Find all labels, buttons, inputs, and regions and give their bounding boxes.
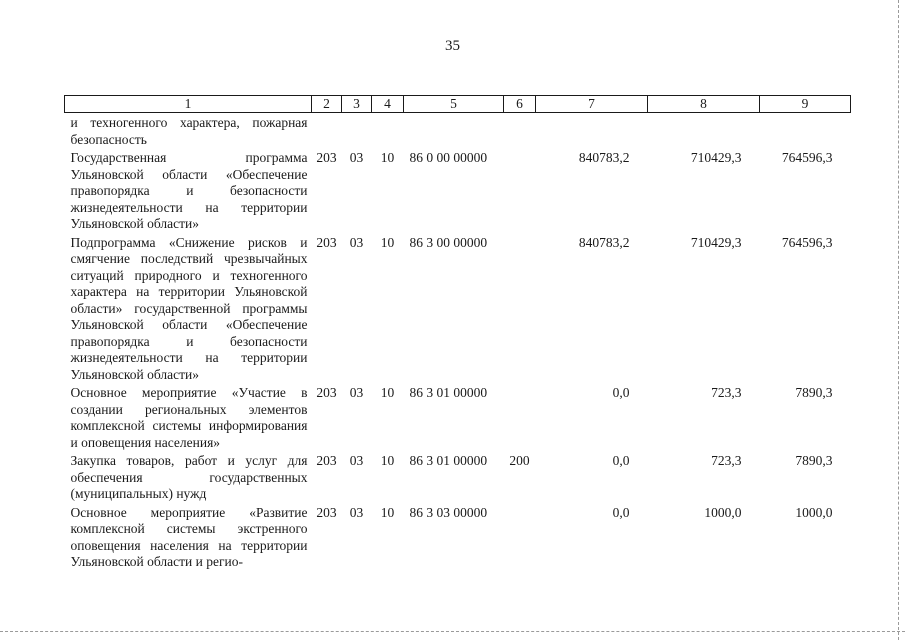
row-cell: 710429,3 [690, 150, 742, 165]
row-cell: 203 [316, 504, 337, 520]
column-header: 3 [342, 96, 372, 113]
row-cell: 10 [380, 385, 395, 400]
row-cell: 10 [380, 150, 395, 165]
row-cell: 86 3 00 00000 [409, 234, 488, 250]
row-cell: 0,0 [612, 504, 630, 520]
row-cell: 1000,0 [704, 504, 742, 520]
table-row [65, 385, 851, 453]
row-cell [504, 505, 536, 573]
budget-table [64, 95, 851, 573]
row-cell: 10 [380, 504, 395, 520]
row-cell: 764596,3 [781, 150, 833, 165]
row-cell: 03 [349, 385, 364, 400]
row-cell: 710429,3 [690, 234, 742, 250]
row-cell: 7890,3 [795, 453, 833, 468]
table-row [65, 113, 851, 151]
row-cell: 840783,2 [578, 150, 630, 165]
row-cell [648, 113, 760, 151]
row-cell: 0,0 [612, 385, 630, 400]
row-cell: 7890,3 [795, 385, 833, 400]
table-row [65, 235, 851, 386]
row-cell [760, 113, 851, 151]
page-number: 35 [445, 38, 460, 54]
table-row [65, 453, 851, 505]
column-header: 4 [372, 96, 404, 113]
row-name: Основное мероприятие «Участие в создании региональных элементов комплексной системы информирования и оповещения населения» [70, 385, 308, 450]
row-cell [342, 113, 372, 151]
column-header: 1 [65, 96, 312, 113]
row-name: Государственная программа Ульяновской области «Обеспечение правопорядка и безопасности жизнедеятельности на территории Ульяновской области» [70, 150, 308, 231]
column-header: 7 [536, 96, 648, 113]
column-header: 5 [404, 96, 504, 113]
row-cell [504, 385, 536, 453]
row-cell: 86 0 00 00000 [409, 150, 488, 165]
row-cell: 723,3 [711, 385, 742, 400]
column-header: 2 [312, 96, 342, 113]
table-header-row [65, 96, 851, 113]
page-edge-bottom [0, 630, 905, 632]
row-cell: 10 [380, 234, 395, 250]
row-cell [404, 113, 504, 151]
row-cell: 03 [349, 150, 364, 165]
column-header: 8 [648, 96, 760, 113]
page-edge-right [897, 0, 899, 640]
row-name: и техногенного характера, пожарная безопасность [70, 115, 308, 147]
row-cell [504, 150, 536, 235]
row-cell: 86 3 01 00000 [409, 385, 488, 400]
row-cell: 03 [349, 504, 364, 520]
row-cell: 840783,2 [578, 234, 630, 250]
table-row [65, 505, 851, 573]
table-row [65, 150, 851, 235]
row-cell: 0,0 [612, 453, 630, 468]
column-header: 6 [504, 96, 536, 113]
row-name: Основное мероприятие «Развитие комплексной системы экстренного оповещения населения на территории Ульяновской области и регио- [70, 504, 308, 569]
row-cell: 203 [316, 385, 337, 400]
row-cell: 203 [316, 453, 337, 468]
row-name: Закупка товаров, работ и услуг для обеспечения государственных (муниципальных) нужд [70, 453, 308, 501]
row-cell [312, 113, 342, 151]
row-cell [372, 113, 404, 151]
row-cell: 764596,3 [781, 234, 833, 250]
row-cell: 86 3 03 00000 [409, 504, 488, 520]
row-cell: 10 [380, 453, 395, 468]
row-name: Подпрограмма «Снижение рисков и смягчение последствий чрезвычайных ситуаций природного и техногенного характера на территории Ульяновской области» государственной программы Ульяновской области «Обеспечение правопорядка и безопасности жизнедеятельности на территории Ульяновской области» [70, 234, 308, 382]
row-cell: 03 [349, 234, 364, 250]
row-cell: 203 [316, 234, 337, 250]
row-cell [504, 235, 536, 386]
row-cell [504, 113, 536, 151]
row-cell: 723,3 [711, 453, 742, 468]
row-cell: 203 [316, 150, 337, 165]
row-cell: 03 [349, 453, 364, 468]
row-cell: 1000,0 [795, 504, 833, 520]
row-cell: 200 [509, 453, 530, 468]
row-cell [536, 113, 648, 151]
row-cell: 86 3 01 00000 [409, 453, 488, 468]
column-header: 9 [760, 96, 851, 113]
